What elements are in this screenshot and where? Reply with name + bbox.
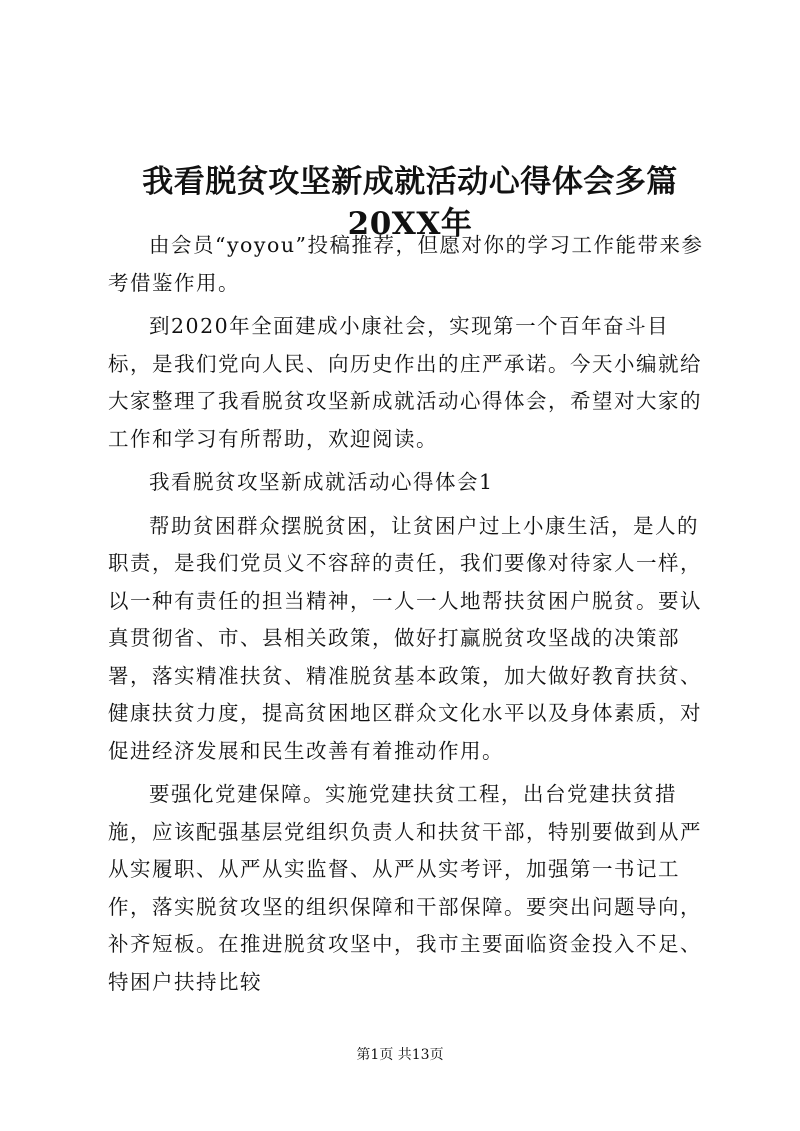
- paragraph-intro: 由会员“yoyou”投稿推荐，但愿对你的学习工作能带来参考借鉴作用。: [108, 233, 704, 295]
- document-body: [108, 227, 713, 1007]
- section-heading: 我看脱贫攻坚新成就活动心得体会1: [149, 470, 494, 494]
- document-title: 我看脱贫攻坚新成就活动心得体会多篇20XX年: [142, 163, 678, 242]
- paragraph-background: 到2020年全面建成小康社会，实现第一个百年奋斗目标，是我们党向人民、向历史作出的庄严承诺。今天小编就给大家整理了我看脱贫攻坚新成就活动心得体会，希望对大家的工作和学习有所帮助，欢迎阅读。: [108, 314, 702, 451]
- page-footer: 第1页 共13页: [356, 1047, 444, 1063]
- paragraph-body-2: 要强化党建保障。实施党建扶贫工程，出台党建扶贫措施，应该配强基层党组织负责人和扶贫干部，特别要做到从严从实履职、从严从实监督、从严从实考评，加强第一书记工作，落实脱贫攻坚的组织保障和干部保障。要突出问题导向，补齐短板。在推进脱贫攻坚中，我市主要面临资金投入不足、特困户扶持比较: [108, 782, 702, 994]
- paragraph-body-1: 帮助贫困群众摆脱贫困，让贫困户过上小康生活，是人的职责，是我们党员义不容辞的责任，我们要像对待家人一样，以一种有责任的担当精神，一人一人地帮扶贫困户脱贫。要认真贯彻省、市、县相关政策，做好打赢脱贫攻坚战的决策部署，落实精准扶贫、精准脱贫基本政策，加大做好教育扶贫、健康扶贫力度，提高贫困地区群众文化水平以及身体素质，对促进经济发展和民生改善有着推动作用。: [108, 513, 702, 763]
